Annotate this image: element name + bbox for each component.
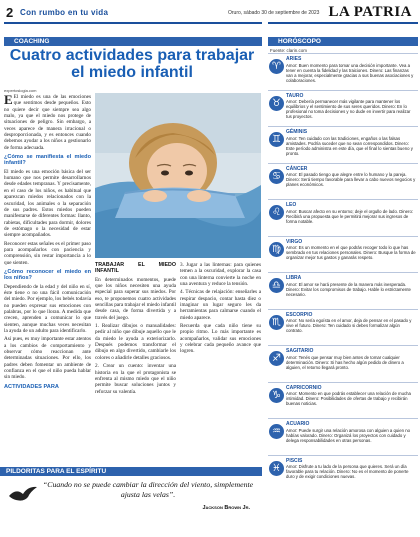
paragraph-1: El miedo es una emoción básica del ser humano que nos permite desarrollarnos desde edades tempranas. Y precisamente, en el caso de los niños, es habitual que aparezcan miedos relacionados con la oscuridad, los animales o la separación de sus padres. Estos miedos pueden manifestarse de diferentes formas: llanto, rabietas, dificultades para dormir, dolores de estómago o la necesidad de estar siempre acompañados. bbox=[4, 168, 91, 239]
sign-name: CÁNCER bbox=[286, 165, 308, 172]
sign-text: Amor: Disfrute a tu lado de la persona que quieres. Será un día favorable para tu relación. Dinero: No es el momento de ponerte duro y de exigir condiciones nuevas. bbox=[286, 464, 409, 479]
horoscope-entry-acuario bbox=[268, 418, 418, 455]
zodiac-icon: ♉ bbox=[269, 96, 284, 111]
horoscope-entry-piscis bbox=[268, 455, 418, 492]
horoscope-entry-aries bbox=[268, 53, 418, 90]
sign-name: TAURO bbox=[286, 92, 304, 99]
child-hiding-illustration bbox=[95, 93, 261, 258]
paragraph-2: Reconocer estas señales es el primer paso para acompañarlos con paciencia y comprensión, sin restar importancia a lo que sienten. bbox=[4, 240, 91, 266]
pildoritas-band: PILDORITAS PARA EL ESPÍRITU bbox=[0, 467, 262, 476]
sign-name: VIRGO bbox=[286, 238, 303, 245]
subhead-1: ¿Cómo se manifiesta el miedo infantil? bbox=[4, 154, 91, 167]
bird-silhouette-icon bbox=[8, 484, 38, 506]
horoscope-entry-géminis bbox=[268, 126, 418, 163]
newspaper-brand: LA PATRIA bbox=[328, 4, 412, 20]
zodiac-icon: ♌ bbox=[269, 205, 284, 220]
paragraph-10: Recuerda que cada niño tiene su propio ritmo. Lo más importante es acompañarlos, validar sus emociones y celebrar cada pequeño avance que logren. bbox=[180, 323, 261, 355]
page-header bbox=[0, 0, 420, 34]
sign-text: Amor: Debería permanecer más vigilante para mantener los equilibrios y el sentimiento de sus seres queridos. Dinero: En lo profesional no toma decisiones y no dude en invertir para realizar tus proyectos. bbox=[286, 99, 411, 119]
zodiac-icon: ♋ bbox=[269, 169, 284, 184]
section-label: Con rumbo en tu vida bbox=[20, 8, 109, 17]
subhead-2: ¿Cómo reconocer el miedo en los niños? bbox=[4, 268, 91, 282]
photo-caption: TRABAJAR EL MIEDO INFANTIL bbox=[95, 262, 176, 275]
zodiac-icon: ♓ bbox=[269, 461, 284, 476]
paragraph-3: Dependiendo de la edad y del niño en sí, éste tiene o no una fácil comunicación del miedo. Por ejemplo, los bebés todavía no pueden expresar sus emociones con palabras, por lo que lloran. A medida que crecen, aprenden a comunicar lo que sienten, aunque muchas veces necesitan la ayuda de un adulto para identificarlo. bbox=[4, 283, 91, 335]
sign-name: ARIES bbox=[286, 56, 302, 62]
zodiac-icon: ♍ bbox=[269, 242, 284, 257]
sign-name: GÉMINIS bbox=[286, 129, 308, 135]
header-rule-right bbox=[268, 22, 418, 24]
header-rule bbox=[4, 22, 262, 24]
zodiac-icon: ♐ bbox=[269, 351, 284, 366]
sign-name: LIBRA bbox=[286, 275, 302, 281]
zodiac-icon: ♊ bbox=[269, 132, 284, 147]
sign-text: Amor: Buen momento para tomar una decisión importante. Vea a tener en cuenta la fidelidad y las traiciones. Dinero: Las finanzas van a mejorar, especialmente gracias a sus buenas asociaciones y colaboraciones. bbox=[286, 62, 414, 83]
zodiac-icon: ♑ bbox=[269, 388, 284, 403]
page-number: 2 bbox=[6, 5, 14, 20]
sign-text: Amor: Buscar afecto en su entorno; deje el orgullo de lado. Dinero: Recibirá una propuesta que le permitirá mejorar sus ingresos de forma notable. bbox=[286, 208, 414, 224]
bird-icon bbox=[8, 484, 38, 511]
sign-text: Amor: Ten cuidado con las tradiciones, engaños o las falsas amistades. Podría suceder que no sean correspondidos. Dinero: Este período administra en este día, que el final lo sientas bueno y pronto. bbox=[286, 135, 413, 156]
date-line: Oruro, sábado 30 de septiembre de 2023 bbox=[228, 10, 320, 16]
sign-text: Amor: El pasado tiengo que alegre entre lo humano y la pareja. Dinero: Será tiempo favorable para llevar a cabo nuevos negocios y planes económicos. bbox=[286, 172, 416, 187]
sign-text: Amor: Tenés que pensar muy bien antes de tomar cualquier determinación. Dinero: Si has hecho algún pedido de dinero a alguien, el retorno llegará pronto. bbox=[286, 354, 404, 370]
horoscope-entry-libra bbox=[268, 272, 418, 309]
sign-text: Amor: Momento en que podrás establecer una relación de mucha intimidad. Dinero: Posibilidades de ofertas de trabajo y recibirán buenas noticias. bbox=[286, 391, 411, 406]
paragraph-4: Así pues, es muy importante estar atentos a los cambios de comportamiento y observar cómo reaccionan ante determinadas situaciones. Por ello, los padres deben fomentar un ambiente de confianza en el que el niño pueda hablar sin miedo. bbox=[4, 336, 91, 381]
horoscope-list bbox=[268, 53, 418, 491]
sign-name: ACUARIO bbox=[286, 421, 310, 427]
article-title: Cuatro actividades para trabajar el miedo infantil bbox=[9, 47, 255, 81]
article-column-3 bbox=[180, 262, 261, 464]
subhead-3: ACTIVIDADES PARA bbox=[4, 383, 59, 390]
quote-text: “Cuando no se puede cambiar la dirección del viento, simplemente ajusta las velas”. bbox=[42, 480, 254, 499]
paragraph-7: 2. Crear un cuento: inventar una historia en la que el protagonista se enfrenta al mismo miedo que el niño permite buscar soluciones juntos y reforzar su valentía. bbox=[95, 363, 176, 395]
sign-text: Amor: El amor se hará presente de la manera más inesperada. Dinero: Evitar los compromisos de trabajo. Hable lo estrictamente necesario. bbox=[286, 281, 411, 297]
paragraph-5: En determinados momentos, puede que los niños necesiten una ayuda especial para superar sus miedos. Por eso, te proponemos cuatro actividades sencillas para trabajar el miedo infantil desde casa, de forma divertida y a través del juego. bbox=[95, 276, 176, 321]
zodiac-icon: ♒ bbox=[269, 424, 284, 439]
article-photo bbox=[95, 93, 261, 258]
horoscope-source: Fuente: clarin.com bbox=[270, 48, 308, 53]
sign-name: LEO bbox=[286, 202, 297, 208]
sign-name: CAPRICORNIO bbox=[286, 384, 322, 391]
photo-credit: expertoslogia.com bbox=[4, 88, 37, 93]
sign-name: SAGITARIO bbox=[286, 348, 314, 354]
sign-text: Amor: Es un momento en el que podrás recoger todo lo que has sembrado en tus relaciones personales. Dinero: Busque la forma de organizar mejor tus gastos y ganarás respeto. bbox=[286, 245, 416, 260]
paragraph-8: 3. Jugar a las linternas: para quienes temen a la oscuridad, explorar la casa con una linterna convierte la noche en una aventura y reduce la tensión. bbox=[180, 262, 261, 288]
zodiac-icon: ♈ bbox=[269, 59, 284, 74]
sign-text: Amor: Puede surgir una relación amorosa con alguien a quien no habías valorado. Dinero: Organizá los proyectos con cuidado y delega responsabilidades en otras personas. bbox=[286, 427, 410, 443]
quote-author: Jackson Brown Jr. bbox=[202, 505, 250, 511]
sign-text: Amor: No sería egoísta en el amor, deja de pensar en el pasado y vive el futuro. Dinero: Ten cuidado si debes formalizar algún contrato. bbox=[286, 318, 412, 333]
zodiac-icon: ♎ bbox=[269, 278, 284, 293]
article-column-2 bbox=[95, 262, 176, 464]
horoscope-band: HORÓSCOPO bbox=[268, 37, 418, 46]
horoscope-entry-leo bbox=[268, 199, 418, 236]
horoscope-entry-sagitario bbox=[268, 345, 418, 382]
zodiac-icon: ♏ bbox=[269, 315, 284, 330]
horoscope-entry-escorpio bbox=[268, 309, 418, 346]
horoscope-entry-virgo bbox=[268, 236, 418, 273]
paragraph-6: 1. Realizar dibujos o manualidades: pedir al niño que dibuje aquello que le da miedo le ayuda a exteriorizarlo. Después podemos transformar el dibujo en algo divertido, cambiarle los colores o añadirle detalles graciosos. bbox=[95, 323, 176, 361]
horoscope-entry-capricornio bbox=[268, 382, 418, 419]
paragraph-9: 4. Técnicas de relajación: enseñarles a respirar despacio, contar hasta diez o imaginar un lugar seguro les da herramientas para calmarse cuando el miedo aparece. bbox=[180, 289, 261, 321]
sign-name: ESCORPIO bbox=[286, 311, 313, 318]
article-column-1 bbox=[4, 94, 91, 464]
sign-name: PISCIS bbox=[286, 457, 303, 464]
horoscope-section bbox=[268, 47, 418, 537]
coaching-band: COACHING bbox=[4, 37, 262, 46]
article-intro: E El miedo es una de las emociones que sentimos desde pequeños. Esto no quiere decir que siempre sea algo malo, ya que el miedo nos protege de situaciones de peligro. Sin embargo, a veces aparece de manera irracional o desproporcionada, y es entonces cuando debemos ayudar a los niños a gestionarlo de forma adecuada. bbox=[4, 94, 91, 151]
horoscope-entry-tauro bbox=[268, 90, 418, 127]
horoscope-entry-cáncer bbox=[268, 163, 418, 200]
